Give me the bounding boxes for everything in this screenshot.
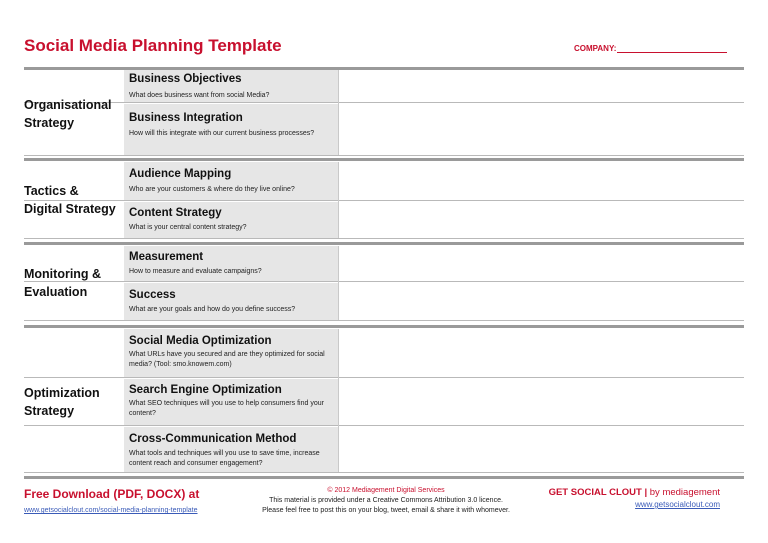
section-label-monitoring-evaluation: Monitoring & Evaluation bbox=[24, 267, 102, 299]
column-divider bbox=[338, 246, 339, 320]
measurement-title: Measurement bbox=[129, 251, 204, 263]
measurement-desc: How to measure and evaluate campaigns? bbox=[129, 268, 262, 275]
audience-mapping-desc: Who are your customers & where do they live online? bbox=[129, 186, 295, 193]
business-integration-title: Business Integration bbox=[129, 112, 243, 124]
social-media-optimization-title: Social Media Optimization bbox=[129, 335, 272, 347]
page-title: Social Media Planning Template bbox=[24, 36, 282, 55]
business-integration-desc: How will this integrate with our current business processes? bbox=[129, 130, 315, 137]
business-objectives-title: Business Objectives bbox=[129, 73, 242, 85]
row-divider bbox=[24, 377, 744, 378]
row-divider bbox=[24, 102, 744, 103]
section-divider bbox=[24, 325, 744, 328]
company-field[interactable] bbox=[574, 44, 727, 53]
column-divider bbox=[338, 329, 339, 472]
section-divider bbox=[24, 476, 744, 479]
content-strategy-desc: What is your central content strategy? bbox=[129, 224, 247, 231]
success-title: Success bbox=[129, 289, 176, 301]
brand-line bbox=[520, 487, 720, 498]
row-divider bbox=[24, 281, 744, 282]
brand-link[interactable]: www.getsocialclout.com bbox=[635, 500, 720, 509]
social-media-optimization-desc: What URLs have you secured and are they optimized for social media? (Tool: smo.knowem.com) bbox=[129, 351, 325, 368]
brand-by: by mediagement bbox=[649, 487, 720, 498]
section-label-organisational-strategy: Organisational Strategy bbox=[24, 98, 112, 130]
audience-mapping-title: Audience Mapping bbox=[129, 168, 232, 180]
licence-text: This material is provided under a Creative Commons Attribution 3.0 licence. bbox=[269, 497, 503, 504]
row-divider bbox=[24, 155, 744, 156]
row-divider bbox=[24, 320, 744, 321]
cross-communication-method-desc: What tools and techniques will you use to save time, increase content reach and consumer engagement? bbox=[129, 450, 320, 467]
copyright-text: © 2012 Mediagement Digital Services bbox=[327, 487, 445, 494]
section-divider bbox=[24, 242, 744, 245]
search-engine-optimization-title: Search Engine Optimization bbox=[129, 384, 282, 396]
row-divider bbox=[24, 238, 744, 239]
section-divider bbox=[24, 158, 744, 161]
column-divider bbox=[338, 162, 339, 238]
cross-communication-method-title: Cross-Communication Method bbox=[129, 433, 297, 445]
section-label-tactics-digital-strategy: Tactics & Digital Strategy bbox=[24, 184, 116, 216]
success-desc: What are your goals and how do you define success? bbox=[129, 306, 296, 313]
free-download-text: Free Download (PDF, DOCX) at bbox=[24, 487, 200, 501]
column-divider bbox=[338, 70, 339, 155]
row-divider bbox=[24, 200, 744, 201]
company-underline bbox=[617, 45, 727, 53]
section-label-optimization-strategy: Optimization Strategy bbox=[24, 386, 100, 418]
search-engine-optimization-desc: What SEO techniques will you use to help consumers find your content? bbox=[129, 400, 324, 417]
company-label: COMPANY: bbox=[574, 44, 617, 53]
share-text: Please feel free to post this on your blog, tweet, email & share it with whomever. bbox=[262, 507, 510, 514]
content-strategy-title: Content Strategy bbox=[129, 207, 222, 219]
business-objectives-desc: What does business want from social Media? bbox=[129, 92, 270, 99]
row-divider bbox=[24, 425, 744, 426]
download-link[interactable]: www.getsocialclout.com/social-media-planning-template bbox=[24, 507, 198, 514]
brand-name: GET SOCIAL CLOUT | bbox=[548, 487, 648, 498]
licence-notice bbox=[236, 486, 536, 516]
row-divider bbox=[24, 472, 744, 473]
